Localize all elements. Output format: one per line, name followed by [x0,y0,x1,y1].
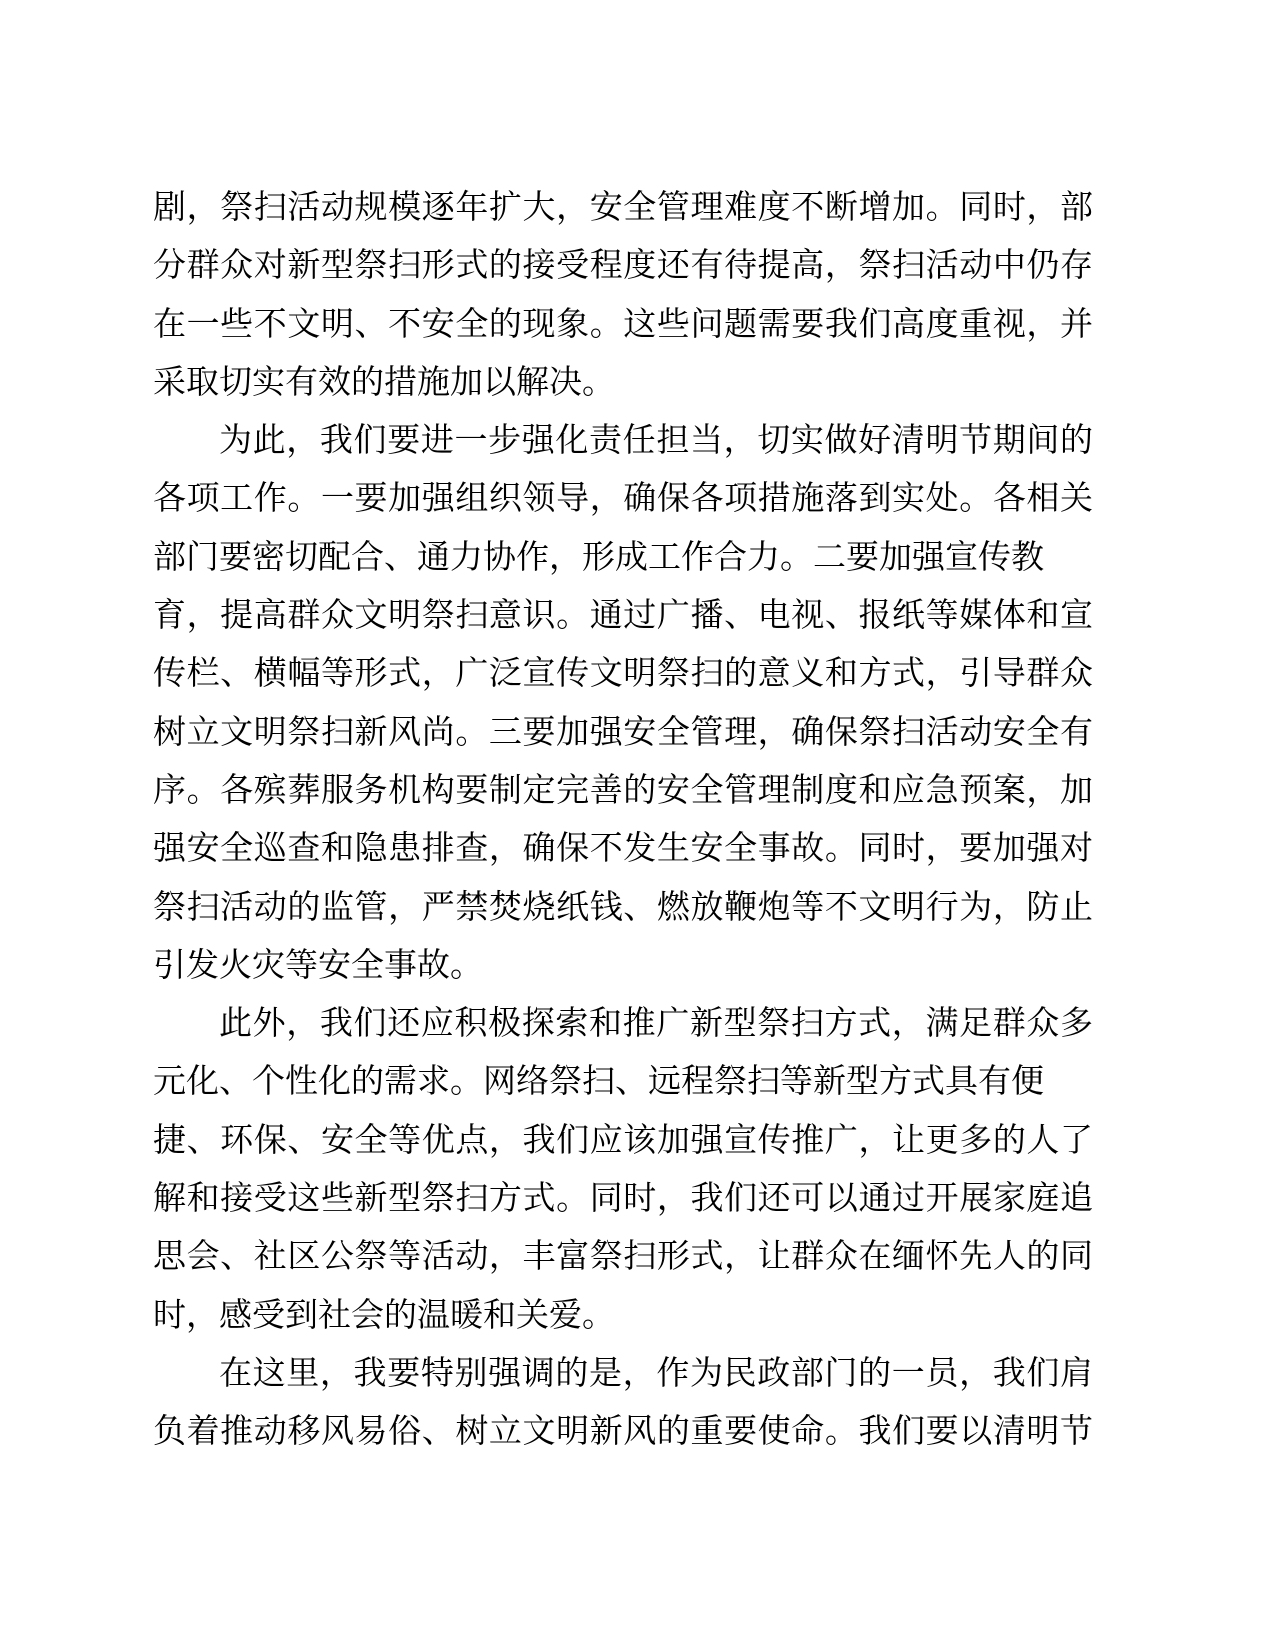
text-line: 采取切实有效的措施加以解决。 [153,361,615,401]
text-line: 树立文明祭扫新风尚。三要加强安全管理，确保祭扫活动安全有 [153,711,1093,751]
text-line: 剧，祭扫活动规模逐年扩大，安全管理难度不断增加。同时，部 [153,187,1093,226]
text-line: 序。各殡葬服务机构要制定完善的安全管理制度和应急预案，加 [153,769,1093,809]
text-line: 引发火灾等安全事故。 [153,944,483,984]
text-line: 捷、环保、安全等优点，我们应该加强宣传推广，让更多的人了 [153,1119,1093,1159]
text-line: 解和接受这些新型祭扫方式。同时，我们还可以通过开展家庭追 [153,1178,1093,1218]
text-line: 各项工作。一要加强组织领导，确保各项措施落到实处。各相关 [153,478,1093,518]
text-line: 元化、个性化的需求。网络祭扫、远程祭扫等新型方式具有便 [153,1061,1044,1101]
paragraph-first-line: 为此，我们要进一步强化责任担当，切实做好清明节期间的 [219,420,1093,460]
paragraph-first-line: 此外，我们还应积极探索和推广新型祭扫方式，满足群众多 [219,1003,1093,1043]
paragraph-first-line: 在这里，我要特别强调的是，作为民政部门的一员，我们肩 [219,1352,1093,1392]
document-body [153,178,1093,1461]
text-line: 负着推动移风易俗、树立文明新风的重要使命。我们要以清明节 [153,1411,1093,1451]
text-line: 在一些不文明、不安全的现象。这些问题需要我们高度重视，并 [153,303,1093,343]
text-line: 时，感受到社会的温暖和关爱。 [153,1294,615,1334]
text-line: 祭扫活动的监管，严禁焚烧纸钱、燃放鞭炮等不文明行为，防止 [153,886,1093,926]
text-line: 强安全巡查和隐患排查，确保不发生安全事故。同时，要加强对 [153,828,1093,868]
text-line: 育，提高群众文明祭扫意识。通过广播、电视、报纸等媒体和宣 [153,595,1093,635]
text-line: 传栏、横幅等形式，广泛宣传文明祭扫的意义和方式，引导群众 [153,653,1093,693]
text-line: 思会、社区公祭等活动，丰富祭扫形式，让群众在缅怀先人的同 [153,1236,1093,1276]
text-line: 分群众对新型祭扫形式的接受程度还有待提高，祭扫活动中仍存 [153,245,1093,285]
text-line: 部门要密切配合、通力协作，形成工作合力。二要加强宣传教 [153,536,1044,576]
